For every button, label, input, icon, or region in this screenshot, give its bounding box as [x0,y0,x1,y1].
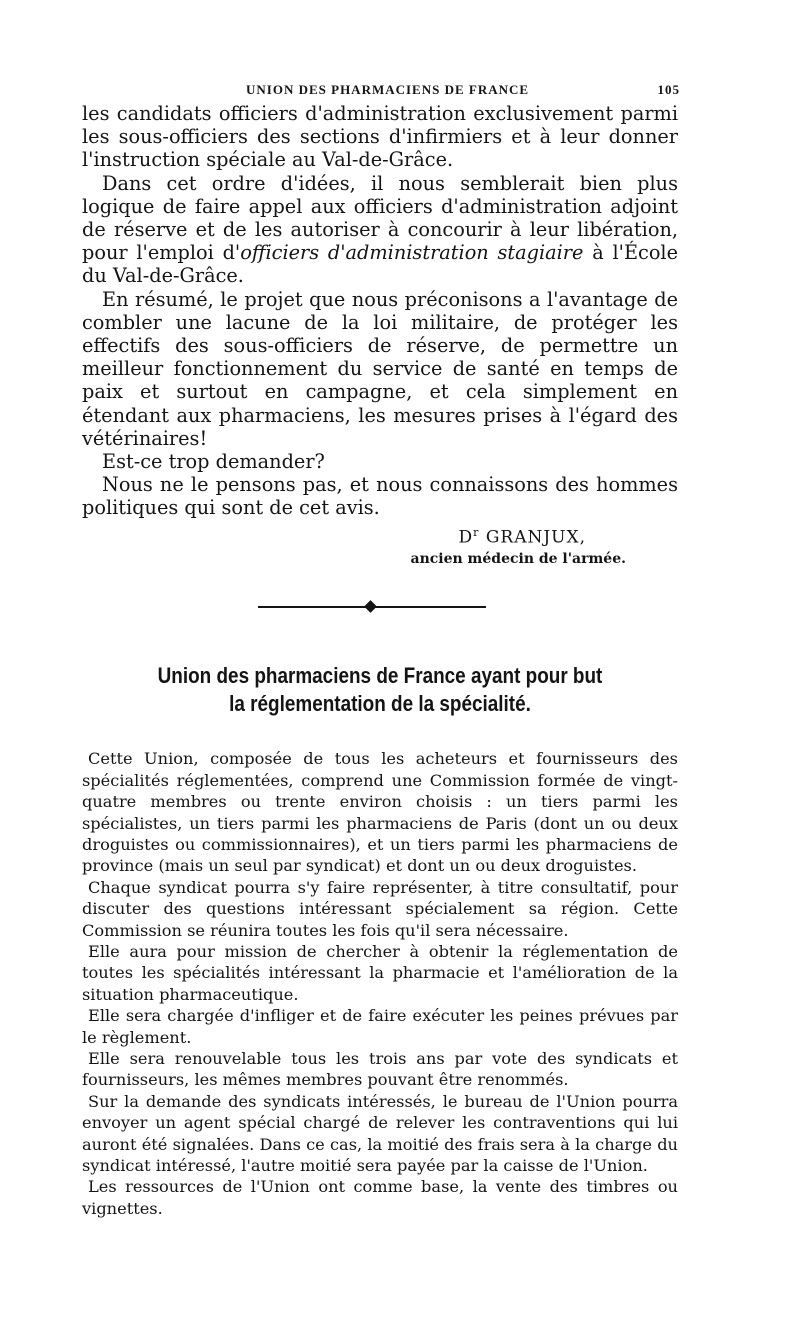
paragraph: Cette Union, composée de tous les acheteurs et fournisseurs des spécialités réglementées, comprend une Commission formée de vingt-quatre membres ou trente environ choisis : un tiers parmi les spécialistes, un tiers parmi les pharmaciens de Paris (dont un ou deux droguistes ou commissionnaires), et un tiers parmi les pharmaciens de province (mais un seul par syndicat) et dont un ou deux droguistes. [82,749,678,876]
book-page [82,78,678,1219]
running-header [82,78,678,102]
article-conclusion [82,102,678,520]
paragraph: Chaque syndicat pourra s'y faire représenter, à titre consultatif, pour discuter des questions intéressant spécialement sa région. Cette Commission se réunira toutes les fois qu'il sera nécessaire. [82,877,678,940]
author-name: GRANJUX, [485,527,586,548]
paragraph: En résumé, le projet que nous préconisons a l'avantage de combler une lacune de la loi militaire, de protéger les effectifs des sous-officiers de réserve, de permettre un meilleur fonctionnement du service de santé en temps de paix et surtout en campagne, et cela simplement en étendant aux pharmaciens, les mesures prises à l'égard des vétérinaires! [82,287,678,450]
author-role: ancien médecin de l'armée. [410,551,626,568]
paragraph: Elle sera renouvelable tous les trois ans par vote des syndicats et fournisseurs, les mêmes membres pouvant être renommés. [82,1049,678,1090]
section-heading [124,662,637,718]
section-heading-line: Union des pharmaciens de France ayant pour but [157,663,603,689]
paragraph: Les ressources de l'Union ont comme base, la vente des timbres ou vignettes. [82,1177,678,1218]
italic-term: officiers d'administration stagiaire [240,241,584,265]
paragraph [82,172,678,288]
section-body [82,748,678,1219]
page-number: 105 [657,82,680,97]
paragraph: Elle aura pour mission de chercher à obtenir la réglementation de toutes les spécialités intéressant la pharmacie et l'amélioration de la situation pharmaceutique. [82,941,678,1004]
paragraph: les candidats officiers d'administration exclusivement parmi les sous-officiers des sections d'infirmiers et à leur donner l'instruction spéciale au Val-de-Grâce. [82,102,678,172]
divider-diamond-icon [364,600,377,613]
author-signature [82,522,678,571]
section-divider [258,600,486,614]
running-title: UNION DES PHARMACIENS DE FRANCE [246,82,530,97]
paragraph: Est-ce trop demander? [102,450,325,474]
paragraph-text: Dans cet ordre d'idées, il nous semblerait bien plus logique de faire appel aux officiers d'administration adjoint de réserve et de les autoriser à concourir à leur libération, pour l'emploi d' [82,171,678,265]
paragraph: Nous ne le pensons pas, et nous connaissons des hommes politiques qui sont de cet avis. [82,473,678,520]
paragraph: Elle sera chargée d'infliger et de faire exécuter les peines prévues par le règlement. [82,1006,678,1047]
author-title-sup: r [473,525,480,539]
paragraph-text: à l'École du Val-de-Grâce. [82,241,678,288]
author-name-line [82,522,586,549]
author-title: D [458,527,474,548]
paragraph: Sur la demande des syndicats intéressés, le bureau de l'Union pourra envoyer un agent spécial chargé de relever les contraventions qui lui auront été signalées. Dans ce cas, la moitié des frais sera à la charge du syndicat intéressé, l'autre moitié sera payée par la caisse de l'Union. [82,1091,678,1176]
section-heading-line: la réglementation de la spécialité. [229,691,531,717]
